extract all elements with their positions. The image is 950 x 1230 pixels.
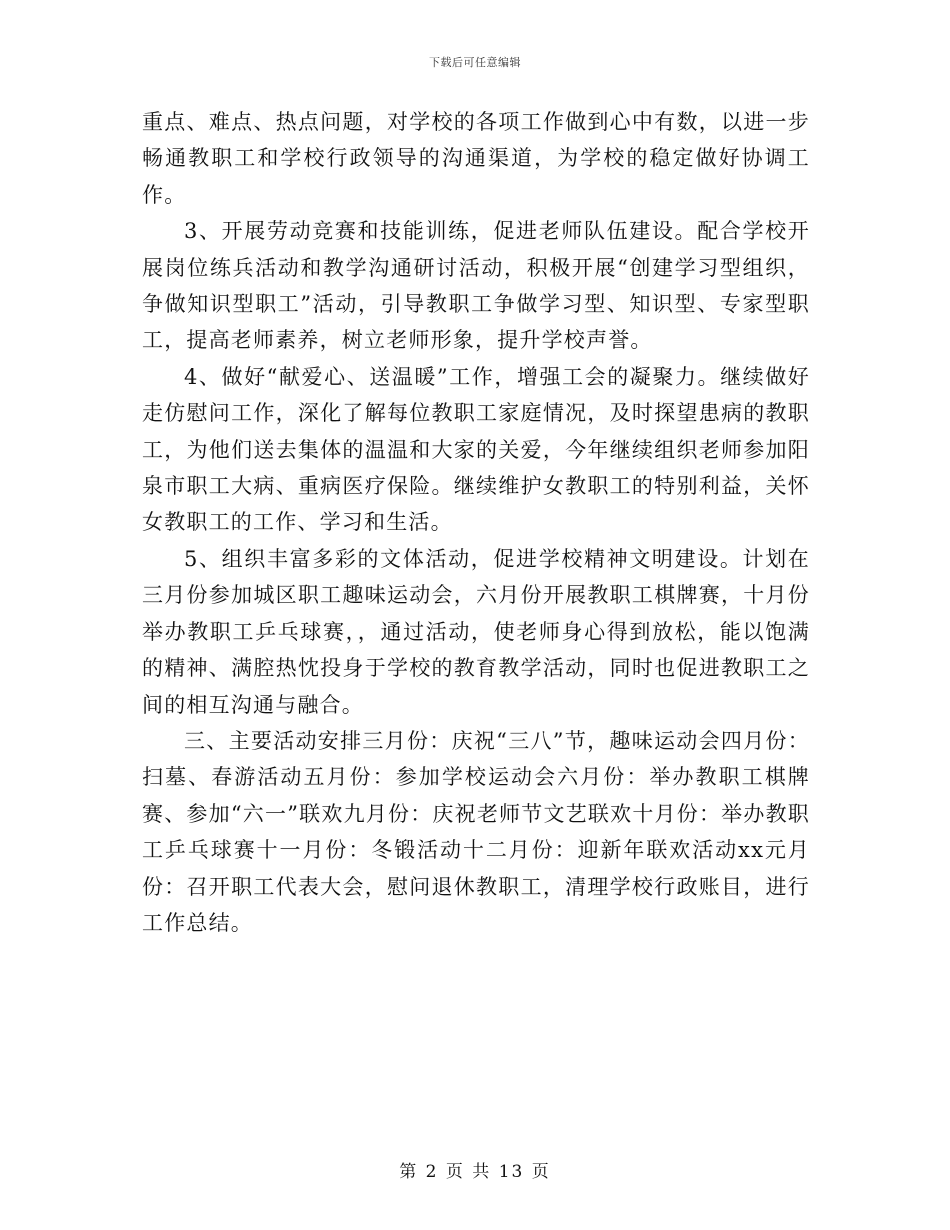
paragraph-item-4: 4、做好“献爱心、送温暖”工作，增强工会的凝聚力。继续做好走仿慰问工作，深化了解每位教职工家庭情况，及时探望患病的教职工，为他们送去集体的温温和大家的关爱，今年继续组织老师参加阳泉市职工大病、重病医疗保险。继续维护女教职工的特别利益，关怀女教职工的工作、学习和生活。 [142, 364, 810, 535]
paragraph-item-3: 3、开展劳动竞赛和技能训练，促进老师队伍建设。配合学校开展岗位练兵活动和教学沟通研讨活动，积极开展“创建学习型组织，争做知识型职工”活动，引导教职工争做学习型、知识型、专家型职工，提高老师素养，树立老师形象，提升学校声誉。 [142, 219, 810, 353]
paragraph-section-3: 三、主要活动安排三月份：庆祝“三八”节，趣味运动会四月份：扫墓、春游活动五月份：参加学校运动会六月份：举办教职工棋牌赛、参加“六一”联欢九月份：庆祝老师节文艺联欢十月份：举办教职工乒乓球赛十一月份：冬锻活动十二月份：迎新年联欢活动xx元月份：召开职工代表大会，慰问退休教职工，清理学校行政账目，进行工作总结。 [142, 728, 810, 935]
paragraph-item-5: 5、组织丰富多彩的文体活动，促进学校精神文明建设。计划在三月份参加城区职工趣味运动会，六月份开展教职工棋牌赛，十月份举办教职工乒乓球赛，，通过活动，使老师身心得到放松，能以饱满的精神、满腔热忱投身于学校的教育教学活动，同时也促进教职工之间的相互沟通与融合。 [142, 546, 810, 717]
page-header: 下载后可任意编辑 [429, 56, 521, 69]
paragraph-continuation: 重点、难点、热点问题，对学校的各项工作做到心中有数，以进一步畅通教职工和学校行政领导的沟通渠道，为学校的稳定做好协调工作。 [142, 110, 810, 207]
document-body [142, 104, 810, 941]
page-number-footer: 第 2 页 共 13 页 [399, 1162, 551, 1182]
